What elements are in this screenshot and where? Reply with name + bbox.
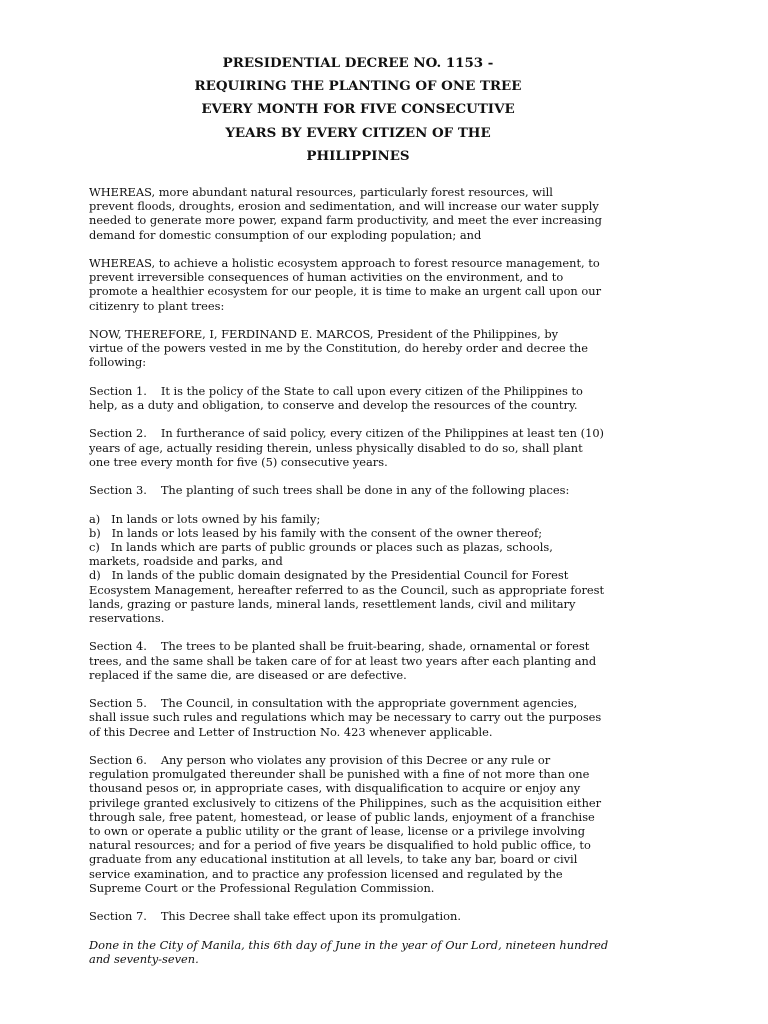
decree-title	[140, 52, 576, 168]
section-2	[89, 426, 681, 469]
text-line: reservations.	[89, 611, 165, 625]
text-line: promote a healthier ecosystem for our people, it is time to make an urgent call upon our	[89, 284, 602, 299]
item-label: d)	[89, 568, 101, 583]
text-line: virtue of the powers vested in me by the Constitution, do hereby order and decree the	[89, 341, 588, 356]
text-line: Ecosystem Management, hereafter referred to as the Council, such as appropriate forest	[89, 582, 605, 597]
section-text: It is the policy of the State to call upon every citizen of the Philippines to	[160, 383, 583, 398]
text-line: markets, roadside and parks, and	[89, 554, 283, 569]
title-line: PHILIPPINES	[306, 147, 410, 164]
text-line	[89, 909, 681, 923]
section-7	[89, 909, 681, 923]
section-5	[89, 696, 681, 739]
text-line: prevent floods, droughts, erosion and sedimentation, and will increase our water supply	[89, 199, 599, 214]
text-line: of this Decree and Letter of Instruction No. 423 whenever applicable.	[89, 724, 493, 739]
list-item	[89, 526, 681, 540]
section-6	[89, 753, 681, 895]
list-item	[89, 512, 681, 526]
item-text: In lands or lots owned by his family;	[111, 511, 321, 526]
text-line: privilege granted exclusively to citizens of the Philippines, such as the acquisition either	[89, 795, 602, 810]
section-label: Section 1.	[89, 383, 147, 398]
text-line: through sale, free patent, homestead, or lease of public lands, enjoyment of a franchise	[89, 809, 595, 824]
section-label: Section 5.	[89, 696, 147, 711]
text-line: natural resources; and for a period of five years be disqualified to hold public office, to	[89, 838, 591, 853]
text-line: Done in the City of Manila, this 6th day of June in the year of Our Lord, nineteen hundred	[89, 937, 609, 952]
text-line: NOW, THEREFORE, I, FERDINAND E. MARCOS, President of the Philippines, by	[89, 327, 559, 341]
section-text: The trees to be planted shall be fruit-bearing, shade, ornamental or forest	[160, 639, 590, 654]
text-line: shall issue such rules and regulations which may be necessary to carry out the purposes	[89, 710, 602, 725]
text-line: graduate from any educational institution at all levels, to take any bar, board or civil	[89, 852, 578, 867]
text-line: WHEREAS, more abundant natural resources, particularly forest resources, will	[89, 185, 553, 199]
item-text: In lands or lots leased by his family with the consent of the owner thereof;	[111, 525, 543, 540]
text-line	[89, 483, 681, 497]
title-line: YEARS BY EVERY CITIZEN OF THE	[225, 124, 491, 141]
text-line: replaced if the same die, are diseased or are defective.	[89, 667, 407, 682]
list-item	[89, 540, 681, 554]
text-line	[89, 384, 681, 398]
text-line: service examination, and to practice any profession licensed and regulated by the	[89, 866, 563, 881]
text-line: and seventy-seven.	[89, 951, 199, 966]
section-label: Section 3.	[89, 483, 147, 498]
text-line: lands, grazing or pasture lands, mineral lands, resettlement lands, civil and military	[89, 596, 576, 611]
section-label: Section 4.	[89, 639, 147, 654]
text-line: years of age, actually residing therein, unless physically disabled to do so, shall plant	[89, 440, 583, 455]
text-line: prevent irreversible consequences of human activities on the environment, and to	[89, 270, 564, 285]
text-line: needed to generate more power, expand farm productivity, and meet the ever increasing	[89, 213, 602, 228]
section-text: The Council, in consultation with the appropriate government agencies,	[160, 696, 578, 711]
now-therefore-paragraph	[89, 327, 681, 370]
text-line: trees, and the same shall be taken care of for at least two years after each planting and	[89, 653, 597, 668]
section-3-list	[89, 512, 681, 626]
text-line: Supreme Court or the Professional Regulation Commission.	[89, 880, 435, 895]
item-text: In lands which are parts of public grounds or places such as plazas, schools,	[110, 539, 553, 554]
text-line: demand for domestic consumption of our exploding population; and	[89, 227, 482, 242]
text-line	[89, 426, 681, 440]
section-label: Section 7.	[89, 909, 147, 924]
section-text: Any person who violates any provision of this Decree or any rule or	[160, 752, 551, 767]
section-label: Section 6.	[89, 752, 147, 767]
list-item	[89, 568, 681, 582]
section-text: In furtherance of said policy, every citizen of the Philippines at least ten (10)	[160, 426, 605, 441]
text-line: following:	[89, 355, 147, 370]
text-line: regulation promulgated thereunder shall be punished with a fine of not more than one	[89, 767, 590, 782]
text-line	[89, 639, 681, 653]
section-text: This Decree shall take effect upon its promulgation.	[160, 909, 461, 924]
text-line: to own or operate a public utility or the grant of lease, license or a privilege involving	[89, 824, 586, 838]
text-line	[89, 753, 681, 767]
item-text: In lands of the public domain designated by the Presidential Council for Forest	[111, 568, 569, 583]
text-line: thousand pesos or, in appropriate cases, with disqualification to acquire or enjoy any	[89, 781, 581, 796]
decree-body	[89, 185, 681, 980]
section-label: Section 2.	[89, 426, 147, 441]
title-line: EVERY MONTH FOR FIVE CONSECUTIVE	[201, 101, 515, 118]
whereas-paragraph-1	[89, 185, 681, 242]
text-line: WHEREAS, to achieve a holistic ecosystem approach to forest resource management, to	[89, 256, 600, 270]
item-label: c)	[89, 539, 100, 554]
title-line: PRESIDENTIAL DECREE NO. 1153 -	[222, 55, 494, 71]
section-1	[89, 384, 681, 412]
section-4	[89, 639, 681, 682]
text-line: help, as a duty and obligation, to conserve and develop the resources of the country.	[89, 398, 578, 412]
text-line: citizenry to plant trees:	[89, 298, 225, 313]
section-text: The planting of such trees shall be done in any of the following places:	[160, 483, 570, 498]
title-line: REQUIRING THE PLANTING OF ONE TREE	[194, 78, 522, 95]
text-line: one tree every month for five (5) consecutive years.	[89, 454, 388, 469]
item-label: b)	[89, 525, 101, 540]
section-3	[89, 483, 681, 497]
text-line	[89, 696, 681, 710]
item-label: a)	[89, 511, 101, 526]
done-in-manila-clause	[89, 938, 681, 966]
whereas-paragraph-2	[89, 256, 681, 313]
